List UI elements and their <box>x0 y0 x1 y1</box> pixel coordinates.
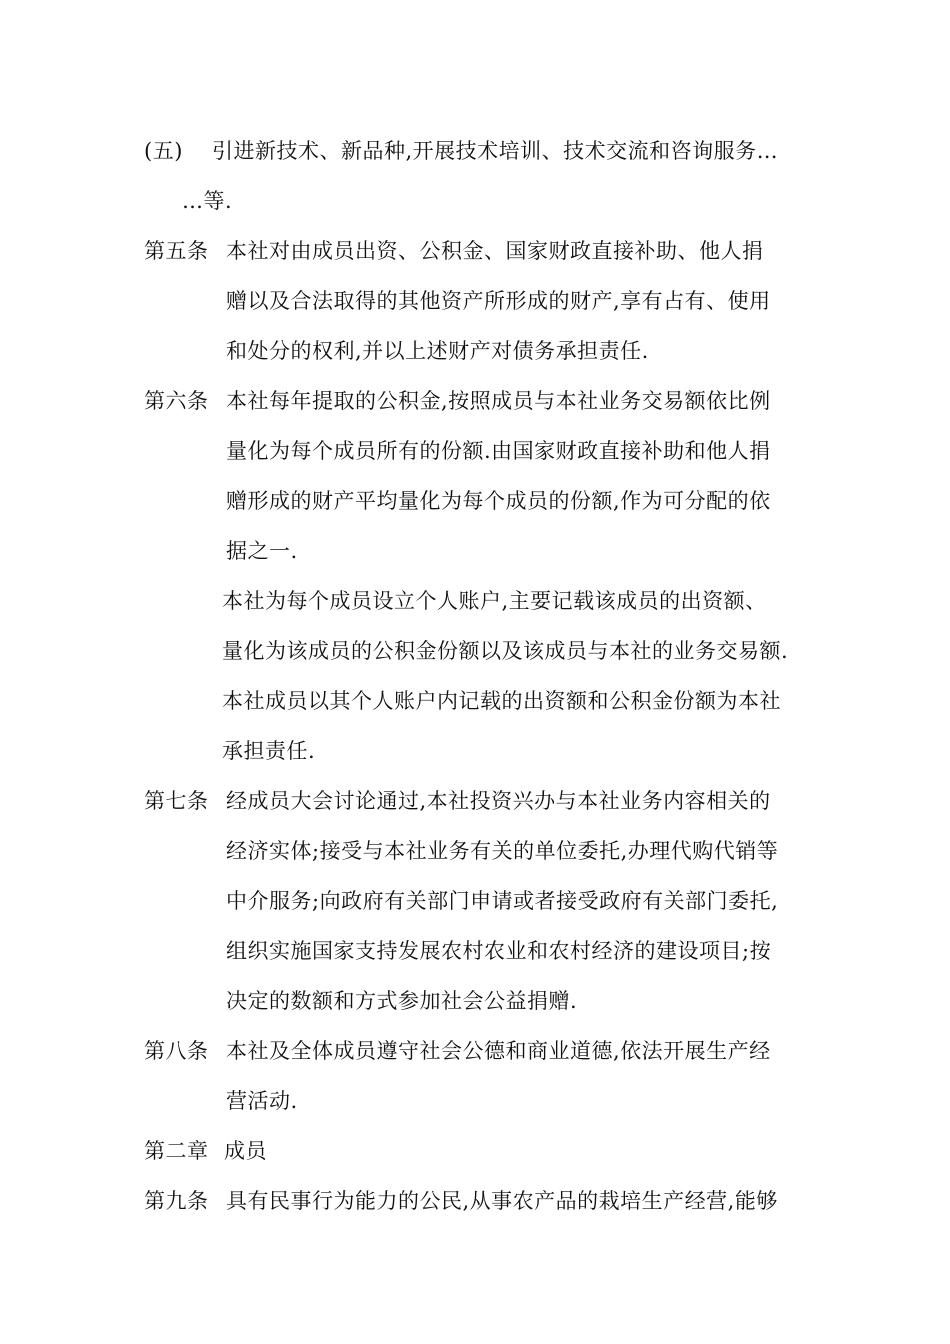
item-5-label: (五) <box>144 139 183 163</box>
article-6-line-1: 本社每年提取的公积金,按照成员与本社业务交易额依比例 <box>226 389 771 413</box>
article-5-label: 第五条 <box>144 239 209 263</box>
article-7-line-1: 经成员大会讨论通过,本社投资兴办与本社业务内容相关的 <box>226 789 771 813</box>
article-7-line-3: 中介服务;向政府有关部门申请或者接受政府有关部门委托, <box>226 889 779 913</box>
article-8-line-1: 本社及全体成员遵守社会公德和商业道德,依法开展生产经 <box>226 1039 771 1063</box>
article-6-para2-line-4: 承担责任. <box>222 739 316 763</box>
chapter-2-label: 第二章 <box>144 1139 209 1163</box>
article-7-label: 第七条 <box>144 789 209 813</box>
article-8-label: 第八条 <box>144 1039 209 1063</box>
article-6-line-2: 量化为每个成员所有的份额.由国家财政直接补助和他人捐 <box>226 439 771 463</box>
article-6-line-3: 赠形成的财产平均量化为每个成员的份额,作为可分配的依 <box>226 489 771 513</box>
article-6-para2-line-1: 本社为每个成员设立个人账户,主要记载该成员的出资额、 <box>222 589 767 613</box>
article-6-para2-line-3: 本社成员以其个人账户内记载的出资额和公积金份额为本社 <box>222 689 781 713</box>
article-8-line-2: 营活动. <box>226 1089 298 1113</box>
article-5-line-1: 本社对由成员出资、公积金、国家财政直接补助、他人捐 <box>226 239 764 263</box>
article-5-line-2: 赠以及合法取得的其他资产所形成的财产,享有占有、使用 <box>226 289 771 313</box>
article-9-line-1: 具有民事行为能力的公民,从事农产品的栽培生产经营,能够 <box>226 1189 778 1213</box>
article-7-line-4: 组织实施国家支持发展农村农业和农村经济的建设项目;按 <box>226 939 772 963</box>
article-6-para2-line-2: 量化为该成员的公积金份额以及该成员与本社的业务交易额. <box>222 639 789 663</box>
article-6-label: 第六条 <box>144 389 209 413</box>
item-5-line-1: 引进新技术、新品种,开展技术培训、技术交流和咨询服务… <box>212 139 779 163</box>
item-5-line-2: …等. <box>182 189 233 213</box>
article-5-line-3: 和处分的权利,并以上述财产对债务承担责任. <box>226 339 649 363</box>
article-9-label: 第九条 <box>144 1189 209 1213</box>
article-6-line-4: 据之一. <box>226 539 298 563</box>
article-7-line-2: 经济实体;接受与本社业务有关的单位委托,办理代购代销等 <box>226 839 779 863</box>
article-7-line-5: 决定的数额和方式参加社会公益捐赠. <box>226 989 578 1013</box>
chapter-2-title: 成员 <box>224 1139 267 1163</box>
